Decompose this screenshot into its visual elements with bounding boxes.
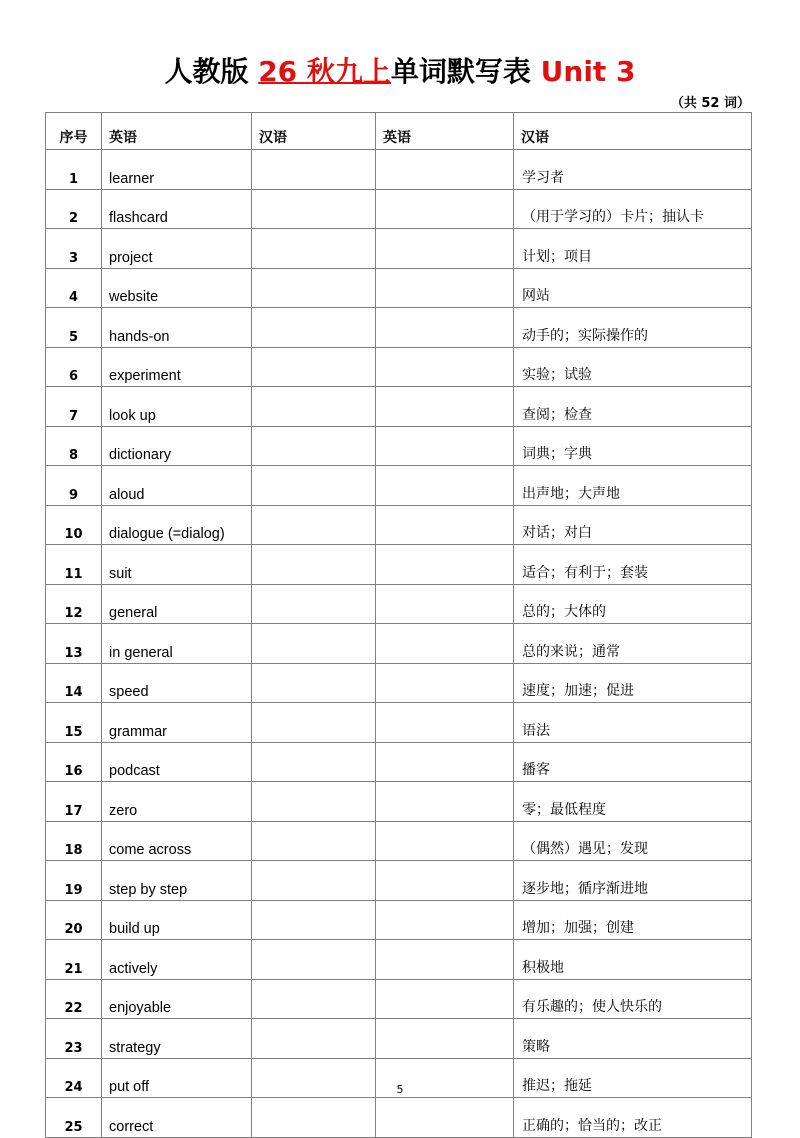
english-input-cell[interactable]: [376, 387, 514, 427]
row-number: 11: [46, 545, 102, 585]
english-word: speed: [102, 663, 252, 703]
english-input-cell[interactable]: [376, 742, 514, 782]
chinese-input-cell[interactable]: [252, 940, 376, 980]
english-input-cell[interactable]: [376, 861, 514, 901]
chinese-meaning: 正确的；恰当的；改正: [514, 1098, 752, 1138]
english-input-cell[interactable]: [376, 150, 514, 190]
english-word: step by step: [102, 861, 252, 901]
english-input-cell[interactable]: [376, 189, 514, 229]
row-number: 25: [46, 1098, 102, 1138]
english-word: project: [102, 229, 252, 269]
row-number: 22: [46, 979, 102, 1019]
chinese-meaning: 出声地；大声地: [514, 466, 752, 506]
english-word: in general: [102, 624, 252, 664]
english-word: actively: [102, 940, 252, 980]
english-word: dictionary: [102, 426, 252, 466]
chinese-meaning: 词典；字典: [514, 426, 752, 466]
chinese-input-cell[interactable]: [252, 268, 376, 308]
table-row: [46, 308, 752, 348]
english-word: podcast: [102, 742, 252, 782]
title-prefix: 人教版: [164, 55, 259, 88]
chinese-input-cell[interactable]: [252, 150, 376, 190]
chinese-input-cell[interactable]: [252, 821, 376, 861]
english-word: enjoyable: [102, 979, 252, 1019]
chinese-meaning: 有乐趣的；使人快乐的: [514, 979, 752, 1019]
table-row: [46, 940, 752, 980]
english-input-cell[interactable]: [376, 347, 514, 387]
chinese-meaning: 学习者: [514, 150, 752, 190]
row-number: 13: [46, 624, 102, 664]
row-number: 3: [46, 229, 102, 269]
chinese-input-cell[interactable]: [252, 663, 376, 703]
english-input-cell[interactable]: [376, 229, 514, 269]
chinese-meaning: 总的来说；通常: [514, 624, 752, 664]
chinese-input-cell[interactable]: [252, 308, 376, 348]
row-number: 8: [46, 426, 102, 466]
chinese-input-cell[interactable]: [252, 189, 376, 229]
table-row: [46, 624, 752, 664]
chinese-meaning: 网站: [514, 268, 752, 308]
table-row: [46, 663, 752, 703]
title-suffix: 单词默写表: [390, 55, 541, 88]
english-word: dialogue (=dialog): [102, 505, 252, 545]
english-input-cell[interactable]: [376, 900, 514, 940]
table-row: [46, 900, 752, 940]
chinese-meaning: 总的；大体的: [514, 584, 752, 624]
table-row: [46, 347, 752, 387]
chinese-input-cell[interactable]: [252, 782, 376, 822]
english-word: website: [102, 268, 252, 308]
english-word: come across: [102, 821, 252, 861]
header-english: 英语: [102, 113, 252, 150]
table-row: [46, 466, 752, 506]
vocabulary-table: [45, 112, 752, 1138]
english-word: strategy: [102, 1019, 252, 1059]
english-input-cell[interactable]: [376, 268, 514, 308]
english-word: grammar: [102, 703, 252, 743]
english-word: zero: [102, 782, 252, 822]
chinese-meaning: 计划；项目: [514, 229, 752, 269]
row-number: 17: [46, 782, 102, 822]
table-row: [46, 426, 752, 466]
row-number: 9: [46, 466, 102, 506]
title-edition: 26 秋九上: [258, 55, 391, 88]
table-row: [46, 229, 752, 269]
english-word: aloud: [102, 466, 252, 506]
chinese-input-cell[interactable]: [252, 703, 376, 743]
table-row: [46, 861, 752, 901]
row-number: 21: [46, 940, 102, 980]
chinese-meaning: （用于学习的）卡片；抽认卡: [514, 189, 752, 229]
chinese-input-cell[interactable]: [252, 426, 376, 466]
row-number: 4: [46, 268, 102, 308]
row-number: 12: [46, 584, 102, 624]
chinese-input-cell[interactable]: [252, 900, 376, 940]
english-word: look up: [102, 387, 252, 427]
row-number: 1: [46, 150, 102, 190]
table-row: [46, 268, 752, 308]
word-count: （共 52 词）: [670, 96, 750, 111]
chinese-meaning: （偶然）遇见；发现: [514, 821, 752, 861]
table-row: [46, 742, 752, 782]
table-row: [46, 821, 752, 861]
english-input-cell[interactable]: [376, 1098, 514, 1138]
english-input-cell[interactable]: [376, 624, 514, 664]
row-number: 10: [46, 505, 102, 545]
table-row: [46, 189, 752, 229]
chinese-input-cell[interactable]: [252, 1098, 376, 1138]
row-number: 7: [46, 387, 102, 427]
row-number: 16: [46, 742, 102, 782]
chinese-meaning: 积极地: [514, 940, 752, 980]
chinese-meaning: 语法: [514, 703, 752, 743]
header-chinese-answer: 汉语: [514, 113, 752, 150]
table-row: [46, 584, 752, 624]
table-row: [46, 782, 752, 822]
english-input-cell[interactable]: [376, 979, 514, 1019]
chinese-input-cell[interactable]: [252, 1019, 376, 1059]
chinese-input-cell[interactable]: [252, 347, 376, 387]
chinese-meaning: 适合；有利于；套装: [514, 545, 752, 585]
english-word: put off: [102, 1058, 252, 1098]
chinese-meaning: 增加；加强；创建: [514, 900, 752, 940]
english-word: flashcard: [102, 189, 252, 229]
english-word: build up: [102, 900, 252, 940]
chinese-meaning: 逐步地；循序渐进地: [514, 861, 752, 901]
english-input-cell[interactable]: [376, 782, 514, 822]
chinese-meaning: 查阅；检查: [514, 387, 752, 427]
table-row: [46, 505, 752, 545]
title-unit: Unit 3: [540, 55, 636, 88]
chinese-meaning: 动手的；实际操作的: [514, 308, 752, 348]
row-number: 5: [46, 308, 102, 348]
table-row: [46, 1098, 752, 1138]
english-word: experiment: [102, 347, 252, 387]
header-chinese: 汉语: [252, 113, 376, 150]
chinese-input-cell[interactable]: [252, 387, 376, 427]
table-row: [46, 387, 752, 427]
row-number: 2: [46, 189, 102, 229]
page-title: [0, 50, 800, 90]
english-input-cell[interactable]: [376, 821, 514, 861]
chinese-input-cell[interactable]: [252, 545, 376, 585]
table-header-row: [46, 113, 752, 150]
table-row: [46, 703, 752, 743]
table-row: [46, 979, 752, 1019]
chinese-meaning: 实验；试验: [514, 347, 752, 387]
header-english-blank: 英语: [376, 113, 514, 150]
table-body: [46, 150, 752, 1138]
table-row: [46, 150, 752, 190]
english-input-cell[interactable]: [376, 663, 514, 703]
chinese-input-cell[interactable]: [252, 505, 376, 545]
chinese-input-cell[interactable]: [252, 624, 376, 664]
english-word: general: [102, 584, 252, 624]
chinese-input-cell[interactable]: [252, 861, 376, 901]
chinese-input-cell[interactable]: [252, 229, 376, 269]
english-input-cell[interactable]: [376, 466, 514, 506]
english-input-cell[interactable]: [376, 703, 514, 743]
chinese-meaning: 策略: [514, 1019, 752, 1059]
english-word: suit: [102, 545, 252, 585]
row-number: 24: [46, 1058, 102, 1098]
chinese-meaning: 播客: [514, 742, 752, 782]
table-row: [46, 1019, 752, 1059]
chinese-meaning: 对话；对白: [514, 505, 752, 545]
english-input-cell[interactable]: [376, 505, 514, 545]
row-number: 6: [46, 347, 102, 387]
row-number: 20: [46, 900, 102, 940]
page-number: 5: [396, 1083, 404, 1096]
header-number: 序号: [46, 113, 102, 150]
chinese-input-cell[interactable]: [252, 584, 376, 624]
chinese-meaning: 推迟；拖延: [514, 1058, 752, 1098]
english-word: learner: [102, 150, 252, 190]
english-input-cell[interactable]: [376, 545, 514, 585]
chinese-input-cell[interactable]: [252, 466, 376, 506]
row-number: 14: [46, 663, 102, 703]
chinese-input-cell[interactable]: [252, 979, 376, 1019]
row-number: 18: [46, 821, 102, 861]
english-word: hands-on: [102, 308, 252, 348]
english-input-cell[interactable]: [376, 426, 514, 466]
english-input-cell[interactable]: [376, 1019, 514, 1059]
english-input-cell[interactable]: [376, 584, 514, 624]
english-input-cell[interactable]: [376, 308, 514, 348]
row-number: 23: [46, 1019, 102, 1059]
english-word: correct: [102, 1098, 252, 1138]
chinese-meaning: 零；最低程度: [514, 782, 752, 822]
table-row: [46, 545, 752, 585]
row-number: 19: [46, 861, 102, 901]
chinese-input-cell[interactable]: [252, 742, 376, 782]
english-input-cell[interactable]: [376, 940, 514, 980]
row-number: 15: [46, 703, 102, 743]
chinese-meaning: 速度；加速；促进: [514, 663, 752, 703]
